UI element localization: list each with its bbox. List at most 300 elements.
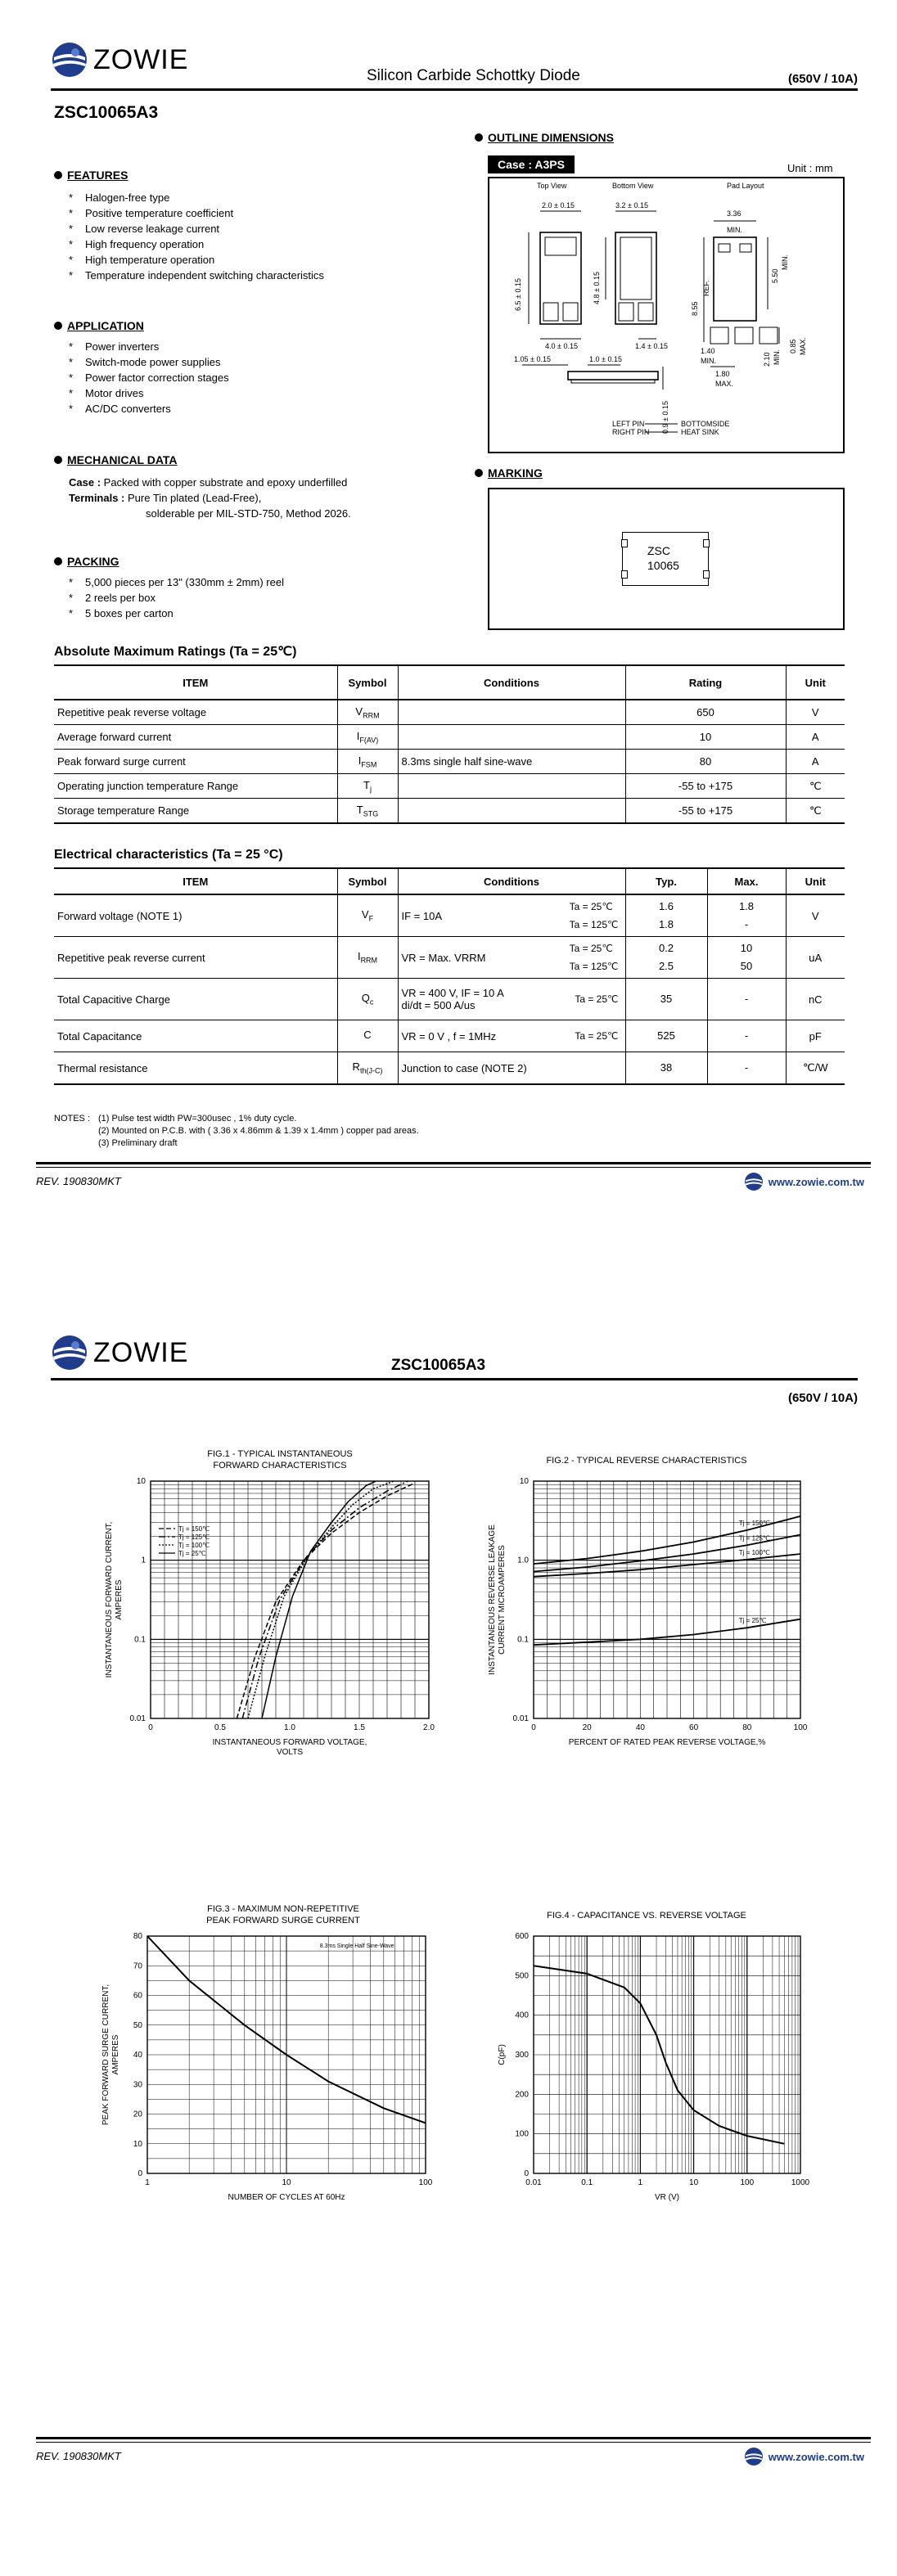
symbol-subscript: RRM [363,711,380,720]
legend-entry: Tj = 100℃ [178,1542,210,1549]
unit-label: Unit : mm [787,162,833,174]
list-item: * Halogen-free type [69,190,324,205]
item-cell: Operating junction temperature Range [54,774,337,799]
outline-title-text: OUTLINE DIMENSIONS [488,131,615,144]
y-tick-label: 600 [515,1932,529,1941]
conditions-cell [398,979,625,1020]
part-number: ZSC10065A3 [391,1357,486,1374]
note-item: (3) Preliminary draft [98,1138,178,1148]
conditions-cell: 8.3ms single half sine-wave [398,750,625,774]
series-line [242,1481,408,1718]
y-tick-label: 0 [137,2169,142,2178]
list-item: * Low reverse leakage current [69,221,324,236]
mechanical-title-text: MECHANICAL DATA [67,453,178,466]
y-axis-label-2: AMPERES [115,1579,124,1620]
x-tick-label: 1 [145,2178,150,2187]
y-tick-label: 10 [519,1477,529,1486]
elec-table [54,867,845,1085]
abs-max-title: Absolute Maximum Ratings (Ta = 25℃) [54,645,297,659]
series-label: Tj = 100℃ [738,1548,770,1556]
item-cell: Storage temperature Range [54,799,337,824]
y-tick-label: 400 [515,2011,529,2020]
list-item: * 5 boxes per carton [69,606,284,621]
fig2-title: FIG.2 - TYPICAL REVERSE CHARACTERISTICS [546,1456,747,1466]
y-tick-label: 20 [133,2110,142,2119]
footer-rule [36,2437,871,2439]
features-title [54,169,128,182]
part-number: ZSC10065A3 [54,103,159,122]
typ-cell [625,1052,707,1085]
rating-cell: 10 [625,725,786,750]
symbol: C [363,1029,372,1042]
y-tick-label: 50 [133,2020,142,2030]
bottom-view-label: Bottom View [612,182,654,190]
dim-label: 4.8 ± 0.15 [593,272,601,304]
table-header: Conditions [398,665,625,700]
symbol-cell [337,725,398,750]
condition-line: IF = 10A [401,909,442,922]
fig3-title-l2: PEAK FORWARD SURGE CURRENT [206,1916,360,1925]
max-value: 10 [740,942,753,954]
x-tick-label: 2.0 [423,1723,435,1732]
symbol-subscript: FSM [361,760,377,769]
features-title-text: FEATURES [67,169,128,182]
conditions-cell [398,937,625,979]
dim-label: MIN. [727,226,742,234]
list-item: * High temperature operation [69,252,324,268]
conditions-cell [398,725,625,750]
x-tick-label: 10 [689,2178,699,2187]
conditions-cell [398,774,625,799]
terminals-text: Pure Tin plated (Lead-Free), [128,492,262,504]
y-tick-label: 300 [515,2051,529,2060]
x-tick-label: 0.5 [214,1723,226,1732]
max-cell [707,1052,786,1085]
note-item: (1) Pulse test width PW=300usec , 1% duty cycle. [98,1114,297,1124]
zowie-globe-icon [744,1172,764,1191]
x-tick-label: 1 [638,2178,643,2187]
table-header-row [54,868,845,894]
header-rule [51,1378,858,1380]
datasheet-page-2 [0,1288,897,2576]
legend-entry: Tj = 150℃ [178,1525,210,1533]
footer-rule-thin [36,1167,871,1168]
list-item: * 2 reels per box [69,590,284,606]
y-tick-label: 80 [133,1932,142,1941]
symbol-subscript: STG [363,809,379,818]
typ-cell [625,979,707,1020]
x-tick-label: 10 [282,2178,291,2187]
list-item: * Motor drives [69,385,229,401]
unit-cell: ℃ [786,774,845,799]
footer-rule-thin [36,2442,871,2443]
symbol-cell [337,1020,398,1052]
typ-value: 35 [660,993,673,1005]
packing-list [69,574,284,621]
pad-layout-label: Pad Layout [727,182,764,190]
list-item: * Positive temperature coefficient [69,205,324,221]
symbol-cell [337,1052,398,1085]
marking-chip [622,532,709,586]
abs-max-table [54,664,845,824]
symbol: T [363,778,370,791]
packing-title [54,555,119,568]
revision: REV. 190830MKT [36,2450,121,2462]
pin-label: HEAT SINK [681,428,719,436]
unit-cell: nC [786,979,845,1020]
x-tick-label: 20 [582,1723,592,1732]
x-axis-label: VR (V) [655,2193,679,2202]
symbol: I [357,950,361,963]
dim-label: 2.0 ± 0.15 [542,201,575,209]
table-row [54,750,845,774]
x-tick-label: 1.0 [284,1723,295,1732]
symbol-cell [337,799,398,824]
y-axis-label-2: AMPERES [111,2034,120,2075]
grid [534,1481,800,1718]
dim-label: 3.36 [727,209,741,218]
mechanical-data [69,475,351,521]
series-line [237,1483,415,1718]
y-axis-label: INSTANTANEOUS FORWARD CURRENT, [105,1521,114,1678]
dim-label: 1.40 [701,347,715,355]
item-cell: Forward voltage (NOTE 1) [54,894,337,937]
dim-label: MIN. [773,349,781,365]
x-tick-label: 40 [635,1723,645,1732]
dim-label: 1.80 [715,370,730,378]
max-value: - [744,1029,749,1042]
condition-line: VR = 400 V, IF = 10 A [401,987,504,999]
fig3-title-l1: FIG.3 - MAXIMUM NON-REPETITIVE [207,1904,359,1914]
list-item: * Power factor correction stages [69,370,229,385]
y-tick-label: 0 [524,2169,529,2178]
series-label: Tj = 125℃ [738,1534,770,1542]
typ-cell [625,894,707,937]
dim-label: 1.0 ± 0.15 [589,355,622,363]
dim-label: 0.85 [789,339,797,354]
rating-cell: 650 [625,700,786,725]
series-label: Tj = 25℃ [738,1617,767,1625]
list-item: * Power inverters [69,339,229,354]
chart-annotation: 8.3ms Single Half Sine-Wave [319,1943,394,1949]
typ-cell [625,1020,707,1052]
bullet-dot-icon [54,171,62,179]
dim-label: 1.05 ± 0.15 [514,355,551,363]
header-rule [51,88,858,91]
symbol-cell [337,750,398,774]
max-cell [707,937,786,979]
x-tick-label: 0.1 [581,2178,593,2187]
list-item: * Temperature independent switching characteristics [69,268,324,283]
typ-value-2: 1.8 [658,918,674,930]
symbol-cell [337,700,398,725]
y-tick-label: 0.1 [134,1635,146,1645]
list-item: * High frequency operation [69,236,324,252]
unit-cell: pF [786,1020,845,1052]
zowie-globe-icon [51,41,88,79]
condition-line: Junction to case (NOTE 2) [401,1061,527,1074]
unit-cell: ℃ [786,799,845,824]
packing-title-text: PACKING [67,555,119,568]
fig1-title-l2: FORWARD CHARACTERISTICS [213,1461,347,1470]
item-cell: Average forward current [54,725,337,750]
dim-label: 4.0 ± 0.15 [545,342,578,350]
table-header: Symbol [337,665,398,700]
x-axis-label-2: VOLTS [276,1748,304,1757]
item-cell: Total Capacitive Charge [54,979,337,1020]
y-tick-label: 0.1 [517,1635,529,1645]
bullet-dot-icon [54,322,62,330]
max-value: 1.8 [738,900,755,912]
marking-box [488,488,845,630]
temp-condition: Ta = 25℃ [569,943,613,954]
bullet-dot-icon [475,133,483,142]
website-link[interactable] [744,1172,864,1191]
outline-drawing-svg [489,178,843,452]
x-axis-label: PERCENT OF RATED PEAK REVERSE VOLTAGE,% [568,1738,766,1747]
max-value-2: - [744,918,749,930]
dim-label: MIN. [781,254,789,270]
y-tick-label: 500 [515,1971,529,1981]
brand-name: ZOWIE [93,43,189,75]
table-row [54,937,845,979]
table-header: Symbol [337,868,398,894]
max-cell [707,894,786,937]
unit-cell: uA [786,937,845,979]
conditions-cell [398,894,625,937]
case-badge: Case : A3PS [488,155,575,173]
website-text[interactable]: www.zowie.com.tw [768,2450,864,2463]
rating-badge: (650V / 10A) [787,1391,858,1405]
item-cell: Peak forward surge current [54,750,337,774]
symbol-cell [337,979,398,1020]
temp-condition: Ta = 25℃ [575,993,619,1005]
typ-value: 1.6 [658,900,674,912]
pin-label: BOTTOMSIDE [681,420,730,428]
dim-label: 5.50 [771,268,779,283]
typ-value: 525 [657,1029,675,1042]
marking-title-text: MARKING [488,466,543,480]
dim-label: 0.9 ± 0.15 [661,401,669,434]
y-tick-label: 1.0 [517,1556,529,1565]
notes-label: NOTES : [54,1114,91,1124]
y-tick-label: 100 [515,2129,529,2139]
case-text: Packed with copper substrate and epoxy underfilled [103,476,348,489]
symbol-subscript: c [369,998,374,1007]
grid [151,1481,429,1718]
x-tick-label: 0 [148,1723,153,1732]
fig3-chart [74,1928,450,2222]
temp-condition-2: Ta = 125℃ [569,919,619,930]
symbol-subscript: F [368,914,374,923]
outline-title [475,131,614,144]
condition-line: VR = 0 V , f = 1MHz [401,1029,497,1043]
table-header: ITEM [54,868,337,894]
y-tick-label: 0.01 [129,1714,146,1723]
item-cell: Repetitive peak reverse current [54,937,337,979]
max-cell [707,979,786,1020]
zowie-globe-icon [51,1334,88,1371]
symbol: R [352,1061,360,1074]
typ-value: 0.2 [658,942,674,954]
y-tick-label: 10 [136,1477,146,1486]
symbol-subscript: F(AV) [359,736,379,745]
max-value: - [744,993,749,1005]
table-row [54,1052,845,1085]
dim-label: MAX. [799,336,807,355]
table-row [54,799,845,824]
typ-cell [625,937,707,979]
table-row [54,774,845,799]
mechanical-title [54,453,178,466]
dim-label: 3.2 ± 0.15 [615,201,648,209]
series-line [262,1481,376,1718]
symbol: I [356,729,360,742]
table-header: Unit [786,868,845,894]
condition-line-2: di/dt = 500 A/us [401,999,476,1011]
website-text[interactable]: www.zowie.com.tw [768,1175,864,1188]
fig1-chart [74,1473,450,1768]
symbol-cell [337,774,398,799]
x-axis-label: INSTANTANEOUS FORWARD VOLTAGE, [212,1738,367,1747]
fig2-chart [467,1473,843,1768]
x-tick-label: 1000 [791,2178,810,2187]
max-value: - [744,1061,749,1074]
list-item: * AC/DC converters [69,401,229,417]
x-tick-label: 0.01 [525,2178,542,2187]
legend-entry: Tj = 25℃ [178,1550,206,1557]
table-row [54,894,845,937]
fig4-title: FIG.4 - CAPACITANCE VS. REVERSE VOLTAGE [547,1911,746,1921]
application-title [54,319,144,332]
y-axis-label: C(pF) [498,2044,507,2065]
y-tick-label: 0.01 [512,1714,529,1723]
top-view-label: Top View [537,182,567,190]
marking-line-2: 10065 [647,559,679,572]
unit-cell: A [786,725,845,750]
conditions-cell [398,1020,625,1052]
max-cell [707,1020,786,1052]
x-tick-label: 100 [793,1723,808,1732]
unit-cell: V [786,700,845,725]
table-header: Conditions [398,868,625,894]
symbol: I [358,754,362,767]
y-axis-label-2: CURRENT MICROAMPERES [498,1545,507,1655]
note-item: (2) Mounted on P.C.B. with ( 3.36 x 4.86mm & 1.39 x 1.4mm ) copper pad areas. [98,1126,419,1136]
bullet-dot-icon [54,557,62,565]
table-row [54,1020,845,1052]
list-item: * Switch-mode power supplies [69,354,229,370]
dim-label: 6.5 ± 0.15 [514,278,522,311]
item-cell: Repetitive peak reverse voltage [54,700,337,725]
zowie-globe-icon [744,2447,764,2466]
y-axis-label: INSTANTANEOUS REVERSE LEAKAGE [488,1524,497,1675]
revision: REV. 190830MKT [36,1175,121,1187]
condition-line: VR = Max. VRRM [401,951,486,964]
application-list [69,339,229,417]
pin-label: LEFT PIN [612,420,645,428]
x-tick-label: 100 [418,2178,433,2187]
dim-label: 8.55 [691,301,699,316]
dim-label: MAX. [715,380,734,388]
series-label: Tj = 150℃ [738,1519,770,1527]
x-tick-label: 0 [531,1723,536,1732]
x-tick-label: 80 [742,1723,752,1732]
rating-cell: -55 to +175 [625,774,786,799]
conditions-cell [398,799,625,824]
pin-label: RIGHT PIN [612,428,650,436]
symbol-subscript: j [369,785,372,794]
rating-cell: -55 to +175 [625,799,786,824]
application-title-text: APPLICATION [67,319,144,332]
terminals-label: Terminals : [69,492,125,504]
symbol: V [355,705,363,718]
y-tick-label: 60 [133,1991,142,2001]
y-tick-label: 1 [141,1556,146,1565]
x-tick-label: 1.5 [354,1723,365,1732]
typ-value-2: 2.5 [658,960,674,972]
bullet-dot-icon [54,456,62,464]
temp-condition: Ta = 25℃ [569,901,613,912]
list-item: * 5,000 pieces per 13" (330mm ± 2mm) reel [69,574,284,590]
table-header: ITEM [54,665,337,700]
item-cell: Total Capacitance [54,1020,337,1052]
outline-drawing [488,177,845,453]
y-tick-label: 40 [133,2051,142,2060]
symbol-subscript: RRM [360,956,378,965]
elec-title: Electrical characteristics (Ta = 25 °C) [54,848,283,862]
unit-cell: V [786,894,845,937]
x-tick-label: 60 [689,1723,699,1732]
y-tick-label: 10 [133,2139,142,2149]
max-value-2: 50 [740,960,753,972]
x-tick-label: 100 [740,2178,755,2187]
dim-label: REF. [702,280,710,296]
table-header: Max. [707,868,786,894]
features-list [69,190,324,283]
brand-name: ZOWIE [93,1336,189,1368]
fig1-title-l1: FIG.1 - TYPICAL INSTANTANEOUS [207,1449,353,1459]
terminals-text-2: solderable per MIL-STD-750, Method 2026. [146,507,351,520]
dim-label: MIN. [701,357,716,365]
symbol: Q [361,992,370,1005]
marking-line-1: ZSC [647,544,670,557]
case-label: Case : [69,476,101,489]
dim-label: 2.10 [763,352,771,367]
symbol-subscript: th(J-C) [359,1066,383,1075]
x-axis-label: NUMBER OF CYCLES AT 60Hz [228,2193,345,2202]
unit-cell: A [786,750,845,774]
symbol-cell [337,937,398,979]
item-cell: Thermal resistance [54,1052,337,1085]
rating-cell: 80 [625,750,786,774]
website-link[interactable] [744,2447,864,2466]
rating-badge: (650V / 10A) [787,72,858,86]
symbol-cell [337,894,398,937]
fig3-title [152,1903,414,1926]
table-header: Rating [625,665,786,700]
y-tick-label: 70 [133,1961,142,1971]
marking-title [475,466,543,480]
temp-condition: Ta = 25℃ [575,1030,619,1042]
symbol: V [361,908,369,921]
bullet-dot-icon [475,469,483,477]
conditions-cell [398,1052,625,1085]
footer-rule [36,1162,871,1164]
conditions-cell [398,700,625,725]
zowie-logo [51,1334,188,1371]
y-axis-label: PEAK FORWARD SURGE CURRENT, [101,1984,110,2126]
